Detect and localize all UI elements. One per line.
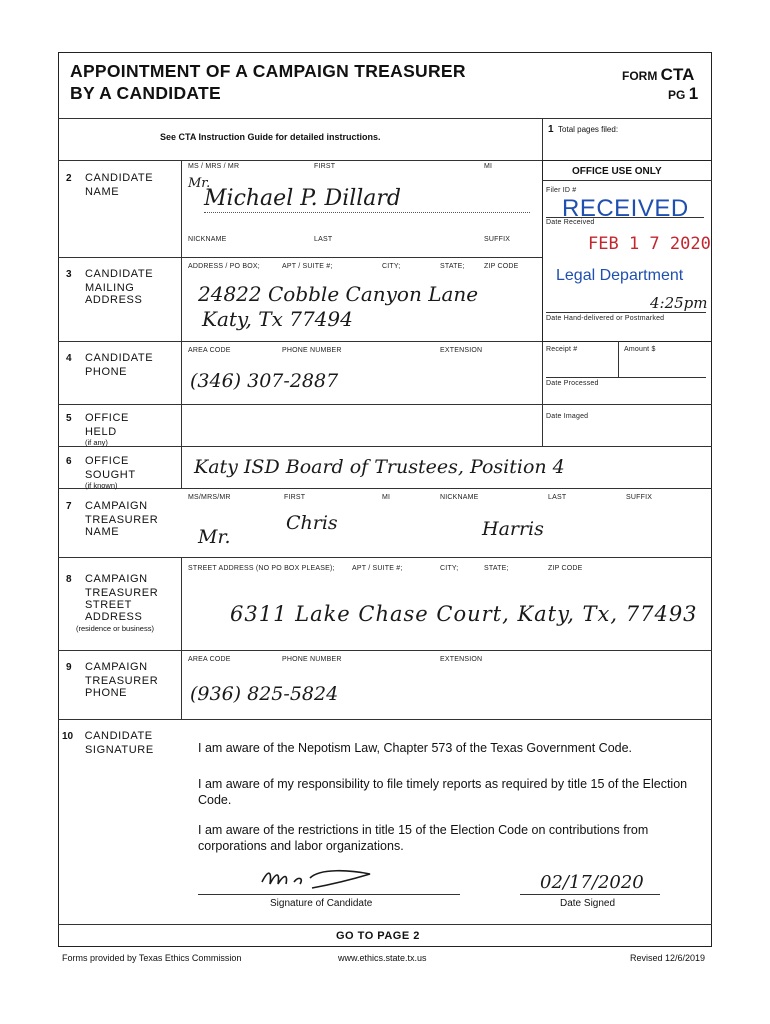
form-word: FORM — [622, 69, 658, 83]
field-label-area-code: AREA CODE — [188, 656, 231, 663]
legal-department-stamp: Legal Department — [556, 267, 684, 284]
section-label: SOUGHT — [85, 469, 136, 481]
divider — [58, 446, 712, 447]
field-label-mi: MI — [382, 494, 391, 501]
section-number: 7 — [66, 501, 72, 512]
date-signed-value[interactable]: 02/17/2020 — [540, 872, 644, 893]
total-pages-field[interactable] — [548, 124, 618, 135]
form-title-line1: APPOINTMENT OF A CAMPAIGN TREASURER — [70, 61, 466, 81]
section-label: CAMPAIGN — [85, 573, 148, 585]
field-label-ms-mrs-mr: MS/MRS/MR — [188, 494, 231, 501]
column-divider — [181, 557, 182, 719]
section-number: 4 — [66, 353, 72, 364]
section-number: 9 — [66, 662, 72, 673]
section-label: CAMPAIGN — [85, 500, 148, 512]
statement-contributions: I am aware of the restrictions in title 15 of the Election Code on contributions from corporations and labor organizations. — [198, 823, 649, 853]
section-label: SIGNATURE — [85, 744, 154, 756]
treasurer-title-value[interactable]: Mr. — [198, 526, 231, 548]
page-number: 1 — [688, 84, 699, 103]
field-label-first: FIRST — [314, 163, 336, 170]
section-9-label — [66, 657, 158, 699]
form-code: CTA — [660, 65, 695, 84]
date-processed-label: Date Processed — [546, 380, 599, 387]
field-label-suffix: SUFFIX — [626, 494, 653, 501]
field-label-zip: ZIP CODE — [484, 263, 519, 270]
section-label: ADDRESS — [85, 611, 143, 623]
section-number: 2 — [66, 173, 72, 184]
field-label-address: ADDRESS / PO BOX; — [188, 263, 260, 270]
field-label-extension: EXTENSION — [440, 656, 483, 663]
section-3-label — [66, 264, 153, 306]
signature-line — [198, 894, 460, 895]
divider — [58, 650, 712, 651]
section-label: TREASURER — [85, 514, 159, 526]
divider — [58, 160, 542, 161]
form-title-line2: BY A CANDIDATE — [70, 83, 222, 103]
received-stamp: RECEIVED — [562, 195, 689, 222]
section-2-label — [66, 168, 153, 198]
page-word: PG — [668, 88, 686, 102]
section-8-sublabel: (residence or business) — [76, 624, 154, 633]
treasurer-first-name-value[interactable]: Chris — [286, 512, 338, 534]
section-number: 8 — [66, 574, 72, 585]
section-label: TREASURER — [85, 587, 159, 599]
field-label-area-code: AREA CODE — [188, 347, 231, 354]
signature-label: Signature of Candidate — [270, 898, 373, 909]
column-divider — [181, 160, 182, 489]
section-number: 1 — [548, 124, 554, 135]
section-label: STREET — [85, 599, 132, 611]
divider — [546, 377, 706, 378]
treasurer-address-value[interactable]: 6311 Lake Chase Court, Katy, Tx, 77493 — [230, 602, 698, 626]
treasurer-last-name-value[interactable]: Harris — [482, 518, 544, 540]
divider — [546, 312, 706, 313]
field-label-last: LAST — [548, 494, 567, 501]
candidate-name-value[interactable]: Michael P. Dillard — [204, 186, 530, 213]
footer-provided-by: Forms provided by Texas Ethics Commission — [62, 953, 242, 963]
section-number: 10 — [62, 731, 74, 742]
amount-label: Amount $ — [624, 346, 656, 353]
field-label-nickname: NICKNAME — [440, 494, 479, 501]
date-imaged-label: Date Imaged — [546, 413, 589, 420]
field-label-city: CITY; — [440, 565, 459, 572]
candidate-phone-value[interactable]: (346) 307-2887 — [190, 370, 339, 392]
section-label: CAMPAIGN — [85, 661, 148, 673]
field-label-phone-number: PHONE NUMBER — [282, 656, 342, 663]
section-10-label — [62, 726, 154, 756]
divider — [58, 257, 542, 258]
section-label: (if any) — [85, 438, 108, 447]
field-label-apt: APT / SUITE #; — [282, 263, 333, 270]
filer-id-label: Filer ID # — [546, 187, 577, 194]
statement-nepotism: I am aware of the Nepotism Law, Chapter 573 of the Texas Government Code. — [198, 741, 633, 755]
field-label-state: STATE; — [484, 565, 509, 572]
stamp-time: 4:25pm — [650, 294, 708, 312]
divider — [58, 404, 712, 405]
field-label-ms-mrs-mr: MS / MRS / MR — [188, 163, 240, 170]
receipt-label: Receipt # — [546, 346, 578, 353]
footer-revised: Revised 12/6/2019 — [630, 953, 706, 963]
section-label: CANDIDATE — [84, 730, 153, 742]
field-label-street-address: STREET ADDRESS (NO PO BOX PLEASE); — [188, 565, 335, 572]
office-use-title: OFFICE USE ONLY — [572, 166, 662, 177]
section-label: OFFICE — [85, 455, 129, 467]
section-label: CANDIDATE — [85, 268, 154, 280]
section-number: 3 — [66, 269, 72, 280]
office-sought-value[interactable]: Katy ISD Board of Trustees, Position 4 — [194, 456, 565, 478]
section-number: 5 — [66, 413, 72, 424]
section-5-label — [66, 408, 129, 447]
section-label: NAME — [85, 526, 120, 538]
section-label: NAME — [85, 186, 120, 198]
date-received-label: Date Received — [546, 219, 595, 226]
section-label: PHONE — [85, 687, 128, 699]
footer-url[interactable]: www.ethics.state.tx.us — [338, 953, 427, 963]
column-divider — [618, 341, 619, 377]
field-label-state: STATE; — [440, 263, 465, 270]
section-label: TREASURER — [85, 675, 159, 687]
divider — [58, 719, 712, 720]
instructions-note: See CTA Instruction Guide for detailed instructions. — [160, 132, 381, 142]
section-4-label — [66, 348, 153, 378]
section-label: CANDIDATE — [85, 352, 154, 364]
divider — [546, 217, 704, 218]
date-signed-label: Date Signed — [560, 898, 616, 909]
treasurer-phone-value[interactable]: (936) 825-5824 — [190, 683, 339, 705]
field-label-apt: APT / SUITE #; — [352, 565, 403, 572]
total-pages-label: Total pages filed: — [558, 125, 619, 134]
section-number: 6 — [66, 456, 72, 467]
section-label: CANDIDATE — [85, 172, 154, 184]
divider — [58, 118, 712, 119]
field-label-extension: EXTENSION — [440, 347, 483, 354]
candidate-title-value[interactable]: Mr. — [188, 176, 211, 191]
section-6-label — [66, 451, 136, 490]
field-label-nickname: NICKNAME — [188, 236, 227, 243]
go-to-page-2: GO TO PAGE 2 — [336, 930, 420, 942]
field-label-mi: MI — [484, 163, 493, 170]
section-label: OFFICE — [85, 412, 129, 424]
section-8-label — [66, 569, 158, 623]
candidate-city-value[interactable]: Katy, Tx 77494 — [202, 307, 353, 331]
field-label-city: CITY; — [382, 263, 401, 270]
statement-reporting: I am aware of my responsibility to file timely reports as required by title 15 of the Election Code. — [198, 777, 688, 807]
candidate-address-value[interactable]: 24822 Cobble Canyon Lane — [198, 282, 479, 306]
divider — [58, 488, 712, 489]
field-label-phone-number: PHONE NUMBER — [282, 347, 342, 354]
field-label-zip: ZIP CODE — [548, 565, 583, 572]
divider — [542, 180, 712, 181]
section-label: HELD — [85, 426, 117, 438]
field-label-suffix: SUFFIX — [484, 236, 511, 243]
divider — [58, 557, 712, 558]
date-line — [520, 894, 660, 895]
section-label: ADDRESS — [85, 294, 143, 306]
date-hand-delivered-label: Date Hand-delivered or Postmarked — [546, 315, 665, 322]
field-label-last: LAST — [314, 236, 333, 243]
section-label: PHONE — [85, 366, 128, 378]
field-label-first: FIRST — [284, 494, 306, 501]
section-label: MAILING — [85, 282, 135, 294]
divider — [58, 924, 712, 925]
section-7-label — [66, 496, 158, 538]
candidate-signature-graphic — [250, 862, 390, 896]
section-label: (if known) — [85, 481, 118, 490]
stamp-date: FEB 1 7 2020 — [588, 234, 711, 254]
